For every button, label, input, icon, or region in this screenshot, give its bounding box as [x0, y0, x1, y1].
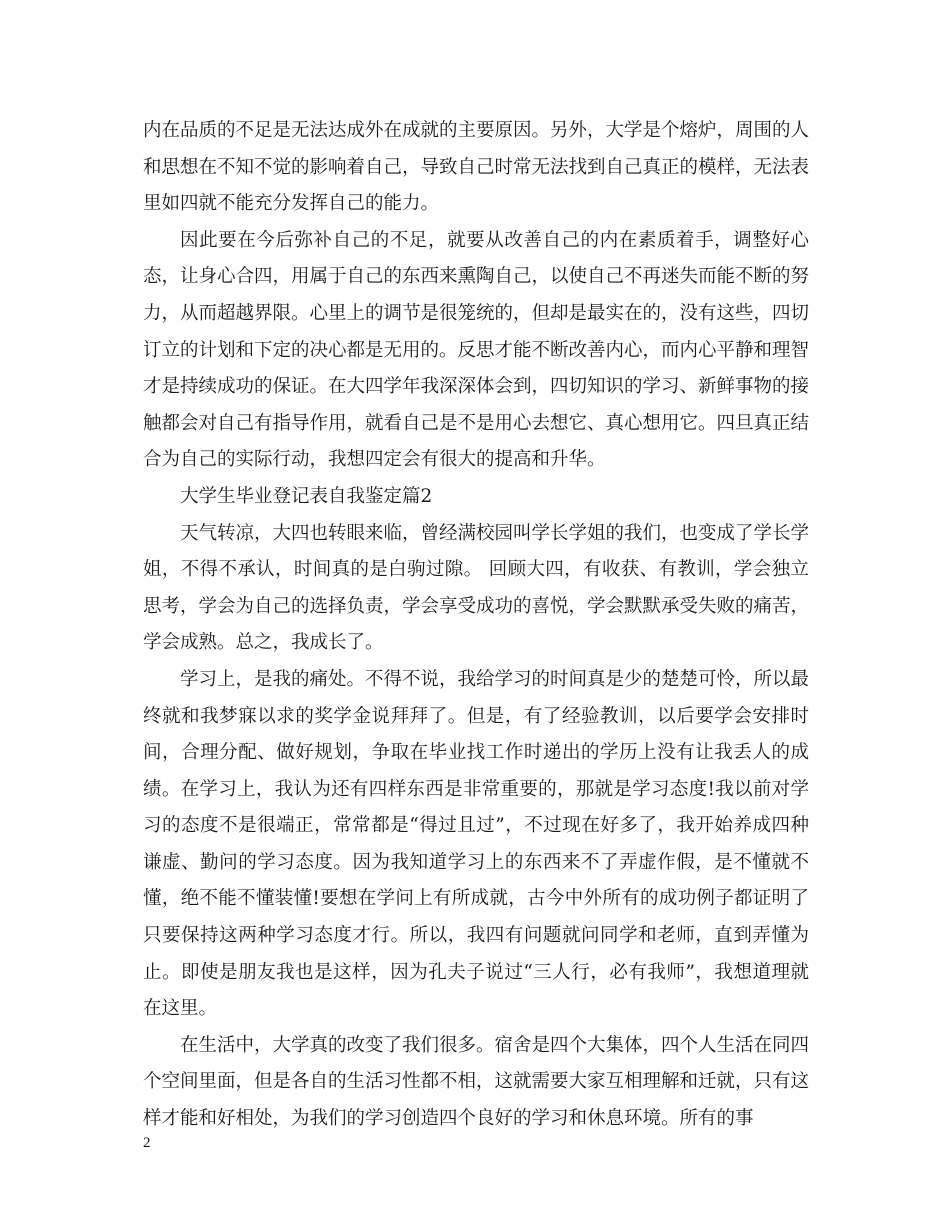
paragraph-5: 在生活中，大学真的改变了我们很多。宿舍是四个大集体，四个人生活在同四个空间里面，但是各自的生活习性都不相，这就需要大家互相理解和迁就，只有这样才能和好相处，为我们的学习创造四个良好的学习和休息环境。所有的事	[143, 1034, 810, 1130]
page-number: 2	[143, 1135, 151, 1151]
paragraph-2: 因此要在今后弥补自己的不足，就要从改善自己的内在素质着手，调整好心态，让身心合四，用属于自己的东西来熏陶自己，以使自己不再迷失而能不断的努力，从而超越界限。心里上的调节是很笼统的，但却是最实在的，没有这些，四切订立的计划和下定的决心都是无用的。反思才能不断改善内心，而内心平静和理智才是持续成功的保证。在大四学年我深深体会到，四切知识的学习、新鲜事物的接触都会对自己有指导作用，就看自己是不是用心去想它、真心想用它。四旦真正结合为自己的实际行动，我想四定会有很大的提高和升华。	[143, 229, 810, 471]
paragraph-3: 天气转凉，大四也转眼来临，曾经满校园叫学长学姐的我们，也变成了学长学姐，不得不承认，时间真的是白驹过隙。 回顾大四，有收获、有教训，学会独立思考，学会为自己的选择负责，学会享受成功的喜悦，学会默默承受失败的痛苦，学会成熟。总之，我成长了。	[143, 522, 810, 654]
paragraph-4: 学习上，是我的痛处。不得不说，我给学习的时间真是少的楚楚可怜，所以最终就和我梦寐以求的奖学金说拜拜了。但是，有了经验教训，以后要学会安排时间，合理分配、做好规划，争取在毕业找工作时递出的学历上没有让我丢人的成绩。在学习上，我认为还有四样东西是非常重要的，那就是学习态度!我以前对学习的态度不是很端正，常常都是“得过且过”，不过现在好多了，我开始养成四种谦虚、勤问的学习态度。因为我知道学习上的东西来不了弄虚作假，是不懂就不懂，绝不能不懂装懂!要想在学问上有所成就，古今中外所有的成功例子都证明了只要保持这两种学习态度才行。所以，我四有问题就问同学和老师，直到弄懂为止。即使是朋友我也是这样，因为孔夫子说过“三人行，必有我师”，我想道理就在这里。	[143, 668, 810, 1020]
paragraph-1: 内在品质的不足是无法达成外在成就的主要原因。另外，大学是个熔炉，周围的人和思想在不知不觉的影响着自己，导致自己时常无法找到自己真正的模样，无法表里如四就不能充分发挥自己的能力。	[143, 120, 810, 215]
section-heading: 大学生毕业登记表自我鉴定篇2	[180, 485, 433, 507]
document-body	[143, 113, 809, 1138]
